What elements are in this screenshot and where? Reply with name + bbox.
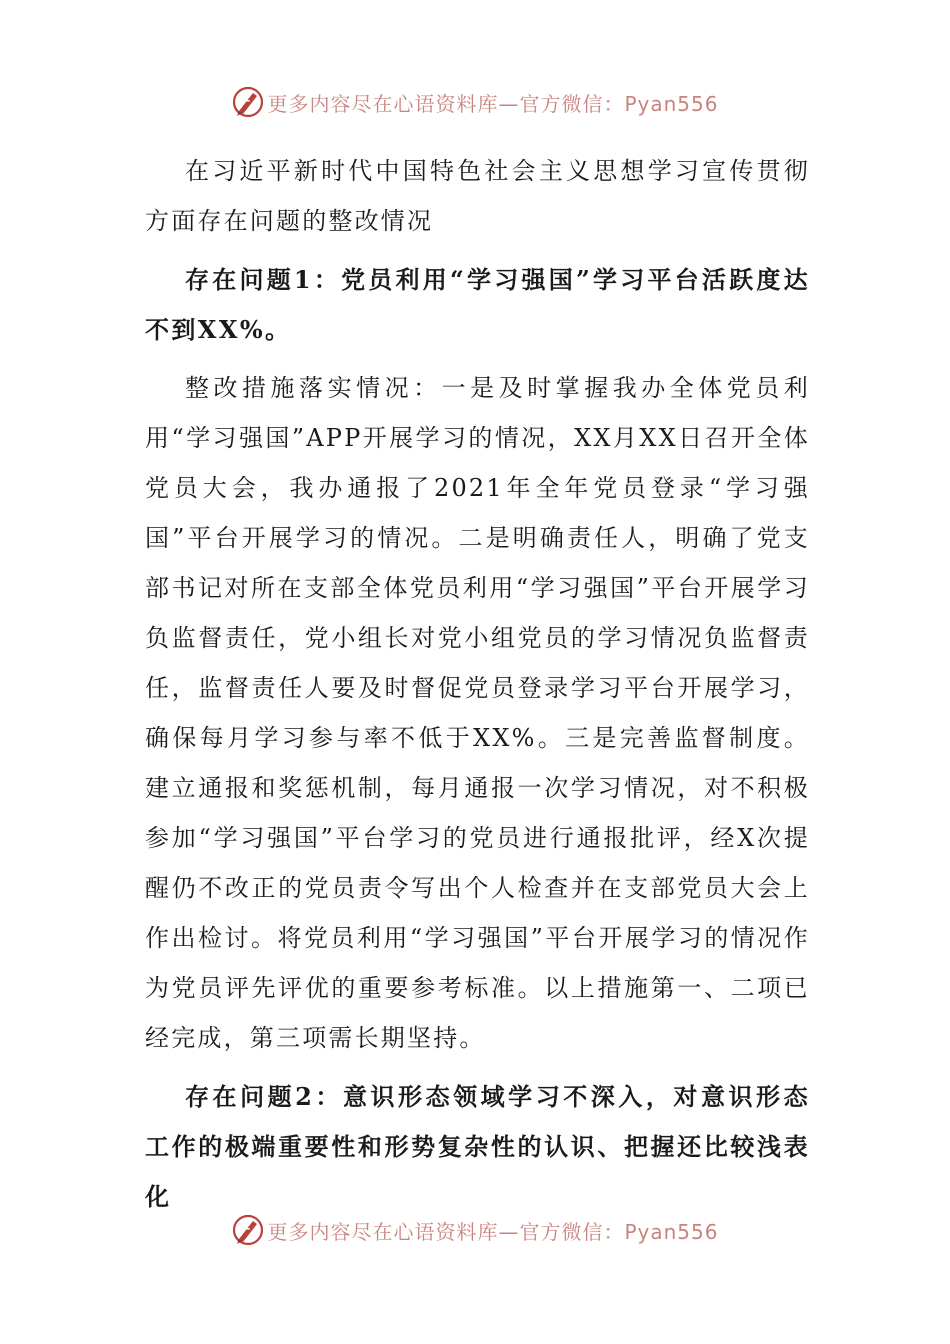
footer-watermark-text: 更多内容尽在心语资料库—官方微信：Pyan556 <box>267 1219 719 1244</box>
document-title: 在习近平新时代中国特色社会主义思想学习宣传贯彻方面存在问题的整改情况 <box>145 157 810 235</box>
issue-1-heading: 存在问题1：党员利用“学习强国”学习平台活跃度达不到XX%。 <box>145 265 810 344</box>
pen-circle-logo-icon <box>231 85 265 119</box>
issue-1-measures: 整改措施落实情况：一是及时掌握我办全体党员利用“学习强国”APP开展学习的情况，XX月XX日召开全体党员大会，我办通报了2021年全年党员登录“学习强国”平台开展学习的情况。二是明确责任人，明确了党支部书记对所在支部全体党员利用“学习强国”平台开展学习负监督责任，党小组长对党小组党员的学习情况负监督责任，监督责任人要及时督促党员登录学习平台开展学习，确保每月学习参与率不低于XX%。三是完善监督制度。建立通报和奖惩机制，每月通报一次学习情况，对不积极参加“学习强国”平台学习的党员进行通报批评，经X次提醒仍不改正的党员责令写出个人检查并在支部党员大会上作出检讨。将党员利用“学习强国”平台开展学习的情况作为党员评先评优的重要参考标准。以上措施第一、二项已经完成，第三项需长期坚持。 <box>145 374 810 1052</box>
issue-2-heading: 存在问题2：意识形态领域学习不深入，对意识形态工作的极端重要性和形势复杂性的认识、把握还比较浅表化 <box>145 1082 810 1211</box>
header-watermark-text: 更多内容尽在心语资料库—官方微信：Pyan556 <box>267 91 719 116</box>
document-body <box>145 146 810 1222</box>
pen-circle-logo-icon <box>231 1213 265 1247</box>
header-watermark-banner <box>0 82 950 122</box>
footer-watermark-banner <box>0 1210 950 1250</box>
